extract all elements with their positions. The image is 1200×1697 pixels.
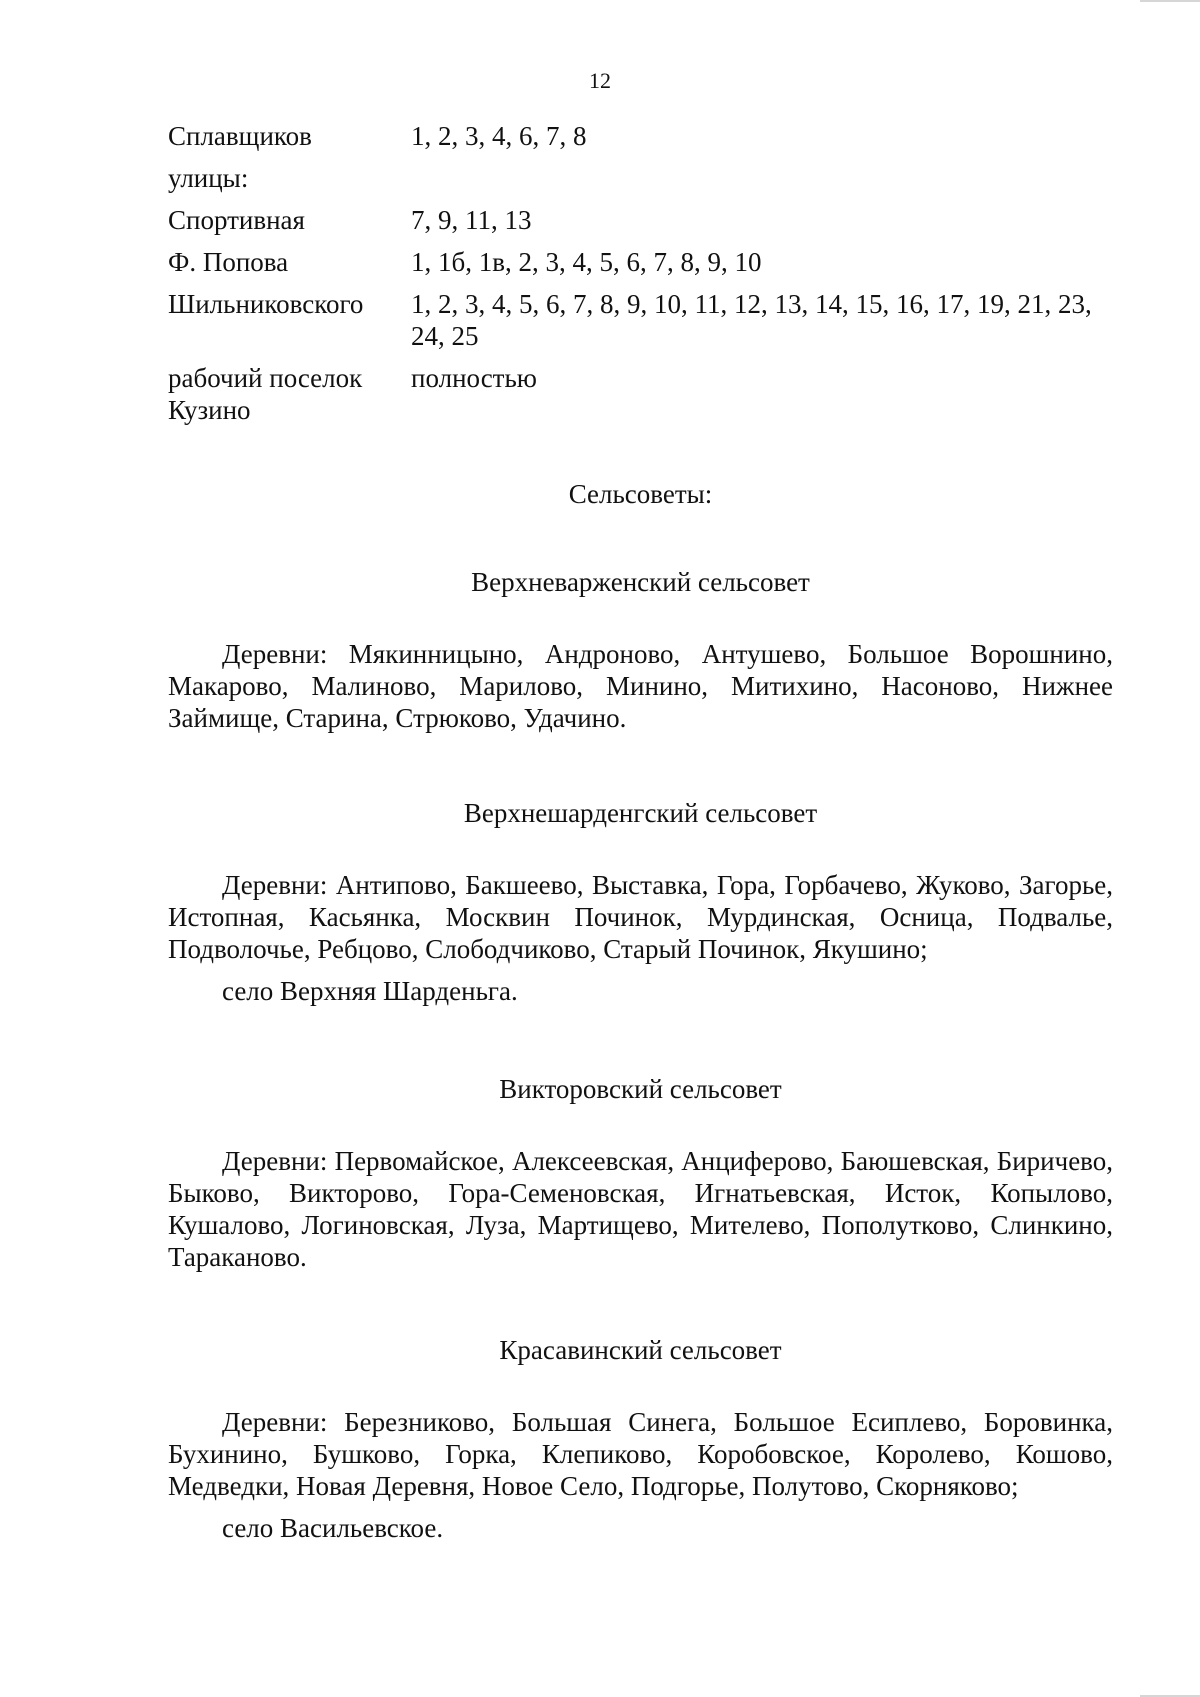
address-row — [168, 204, 1113, 236]
section-krasavinsky — [168, 1334, 1113, 1544]
villages-paragraph: Деревни: Мякинницыно, Андроново, Антушево, Большое Ворошнино, Макарово, Малиново, Марилово, Минино, Митихино, Насоново, Нижнее Займище, Старина, Стрюково, Удачино. — [168, 639, 1113, 733]
section-viktorovsky — [168, 1073, 1113, 1273]
house-numbers: 1, 1б, 1в, 2, 3, 4, 5, 6, 7, 8, 9, 10 — [411, 247, 762, 277]
villages-paragraph: Деревни: Антипово, Бакшеево, Выставка, Гора, Горбачево, Жуково, Загорье, Истопная, Касьянка, Москвин Починок, Мурдинская, Осница, Подвалье, Подволочье, Ребцово, Слободчиково, Старый Починок, Якушино; — [168, 870, 1113, 964]
street-name: Ф. Попова — [168, 247, 289, 277]
settlement-name: рабочий поселок Кузино — [168, 363, 363, 425]
house-numbers: 7, 9, 11, 13 — [411, 205, 532, 235]
address-row — [168, 288, 1113, 352]
villages-paragraph: Деревни: Первомайское, Алексеевская, Анциферово, Баюшевская, Биричево, Быково, Викторово, Гора-Семеновская, Игнатьевская, Исток, Копылово, Кушалово, Логиновская, Луза, Мартищево, Мителево, Пополутково, Слинкино, Тараканово. — [168, 1146, 1113, 1272]
street-group-label: улицы: — [168, 163, 249, 193]
street-name: Сплавщиков — [168, 121, 312, 151]
section-verkhnesharden — [168, 797, 1113, 1007]
address-row — [168, 162, 1113, 194]
address-table — [168, 120, 1113, 436]
village-extra-line: село Васильевское. — [222, 1513, 444, 1543]
section-title: Верхневарженский сельсовет — [471, 567, 810, 597]
scan-edge-mark-top — [1140, 0, 1200, 8]
selsovety-heading: Сельсоветы: — [568, 479, 713, 509]
address-row — [168, 362, 1113, 426]
page-number: 12 — [589, 68, 611, 93]
address-row — [168, 246, 1113, 278]
scan-edge-mark-bottom — [1140, 1689, 1200, 1697]
street-name: Спортивная — [168, 205, 305, 235]
section-title: Красавинский сельсовет — [499, 1335, 782, 1365]
villages-paragraph: Деревни: Березниково, Большая Синега, Большое Есиплево, Боровинка, Бухинино, Бушково, Горка, Клепиково, Коробовское, Королево, Кошово, Медведки, Новая Деревня, Новое Село, Подгорье, Полутово, Скорняково; — [168, 1407, 1113, 1501]
section-title: Верхнешарденгский сельсовет — [463, 798, 818, 828]
village-extra-line: село Верхняя Шарденьга. — [222, 976, 518, 1006]
selsovety-heading-block — [168, 478, 1113, 510]
street-name: Шильниковского — [168, 289, 364, 319]
section-verkhnevarzhensky — [168, 566, 1113, 734]
address-row — [168, 120, 1113, 152]
house-numbers: 1, 2, 3, 4, 5, 6, 7, 8, 9, 10, 11, 12, 13, 14, 15, 16, 17, 19, 21, 23, 24, 25 — [411, 289, 1092, 351]
house-numbers: полностью — [411, 363, 537, 393]
house-numbers: 1, 2, 3, 4, 6, 7, 8 — [411, 121, 587, 151]
section-title: Викторовский сельсовет — [499, 1074, 782, 1104]
